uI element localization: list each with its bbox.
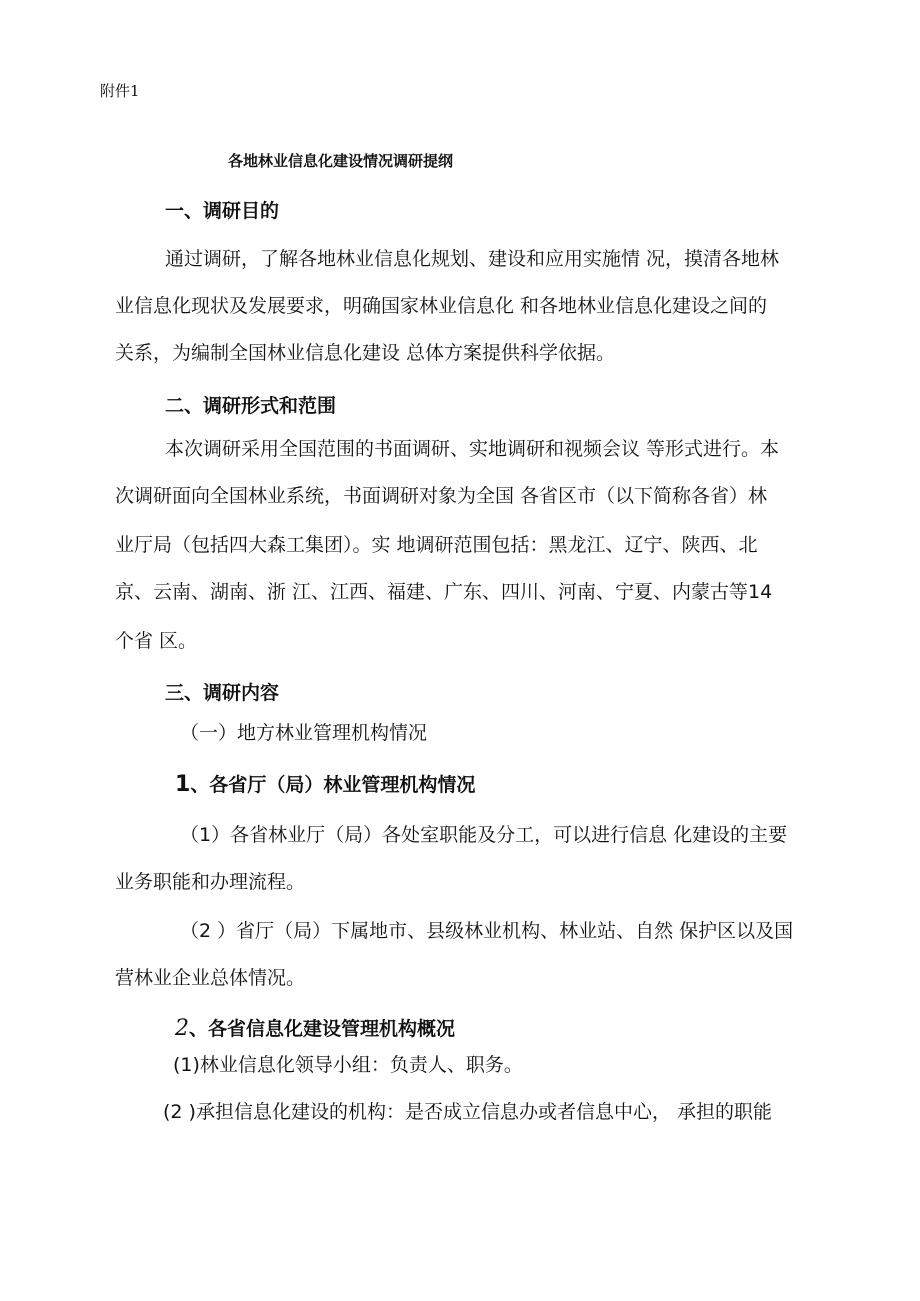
item-number: 2 [175, 1016, 189, 1041]
paragraph-line: （1）各省林业厅（局）各处室职能及分工，可以进行信息 化建设的主要 [180, 824, 788, 846]
item-heading-2 [175, 1014, 455, 1041]
paragraph-line: 个省 区。 [115, 630, 198, 652]
paragraph-line: 本次调研采用全国范围的书面调研、实地调研和视频会议 等形式进行。本 [165, 438, 780, 460]
paragraph-line: 业信息化现状及发展要求，明确国家林业信息化 和各地林业信息化建设之间的 [115, 295, 768, 317]
paragraph-line: 次调研面向全国林业系统，书面调研对象为全国 各省区市（以下简称各省）林 [115, 485, 768, 507]
paragraph-line: (1)林业信息化领导小组：负责人、职务。 [173, 1054, 523, 1076]
paragraph-line: 通过调研，了解各地林业信息化规划、建设和应用实施情 况，摸清各地林 [165, 248, 780, 270]
paragraph-line: (2 )承担信息化建设的机构：是否成立信息办或者信息中心， 承担的职能 [163, 1101, 772, 1123]
paragraph-line: 营林业企业总体情况。 [115, 967, 306, 989]
section-heading-1: 一、调研目的 [165, 200, 280, 222]
document-title: 各地林业信息化建设情况调研提纲 [228, 152, 454, 170]
paragraph-line: 关系，为编制全国林业信息化建设 总体方案提供科学依据。 [115, 342, 616, 364]
item-heading-text: 、各省信息化建设管理机构概况 [189, 1018, 456, 1040]
paragraph-line: 京、云南、湖南、浙 江、江西、福建、广东、四川、河南、宁夏、内蒙古等14 [115, 581, 773, 603]
section-heading-2: 二、调研形式和范围 [165, 395, 337, 417]
paragraph-line: 业务职能和办理流程。 [115, 871, 306, 893]
attachment-label: 附件1 [100, 82, 140, 100]
item-heading-text: 、各省厅（局）林业管理机构情况 [190, 774, 476, 796]
item-heading-1 [175, 770, 475, 797]
paragraph-line: （2 ）省厅（局）下属地市、县级林业机构、林业站、自然 保护区以及国 [180, 920, 794, 942]
section-heading-3: 三、调研内容 [165, 682, 280, 704]
subheading: （一）地方林业管理机构情况 [180, 722, 428, 744]
item-number: 1 [175, 772, 191, 797]
paragraph-line: 业厅局（包括四大森工集团）。实 地调研范围包括：黑龙江、辽宁、陕西、北 [115, 534, 758, 556]
